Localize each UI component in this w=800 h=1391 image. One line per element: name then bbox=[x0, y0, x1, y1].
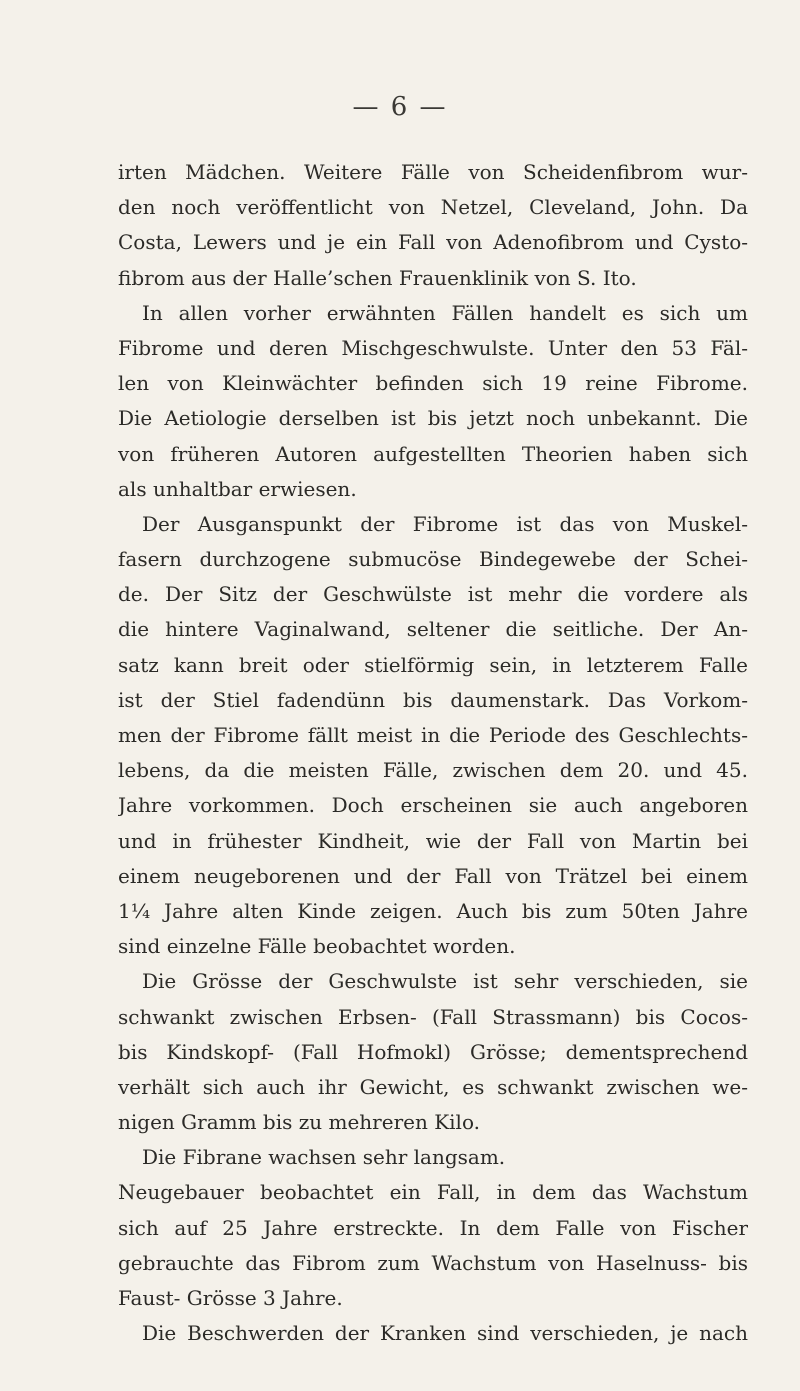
text-line: fasern durchzogene submucöse Bindegewebe der Schei- bbox=[118, 547, 748, 572]
text-line: Jahre vorkommen. Doch erscheinen sie auch angeboren bbox=[118, 793, 748, 818]
text-line: In allen vorher erwähnten Fällen handelt es sich um bbox=[142, 300, 748, 325]
text-line: Die Grösse der Geschwulste ist sehr verschieden, sie bbox=[142, 969, 748, 994]
text-line: 1¼ Jahre alten Kinde zeigen. Auch bis zum 50ten Jahre bbox=[118, 898, 748, 923]
text-line: len von Kleinwächter befinden sich 19 reine Fibrome. bbox=[118, 371, 748, 396]
page-number: — 6 — bbox=[352, 92, 448, 122]
text-line: als unhaltbar erwiesen. bbox=[118, 476, 357, 501]
text-line: den noch veröffentlicht von Netzel, Cleveland, John. Da bbox=[118, 195, 748, 220]
text-line: und in frühester Kindheit, wie der Fall von Martin bei bbox=[118, 828, 748, 853]
text-line: gebrauchte das Fibrom zum Wachstum von Haselnuss- bis bbox=[118, 1250, 748, 1275]
text-line: men der Fibrome fällt meist in die Periode des Geschlechts- bbox=[118, 723, 748, 747]
text-line: sich auf 25 Jahre erstreckte. In dem Falle von Fischer bbox=[118, 1215, 748, 1240]
text-line: Neugebauer beobachtet ein Fall, in dem das Wachstum bbox=[118, 1180, 748, 1205]
text-line: Die Fibrane wachsen sehr langsam. bbox=[142, 1145, 506, 1170]
body-text bbox=[118, 155, 748, 1351]
text-line: sind einzelne Fälle beobachtet worden. bbox=[118, 934, 516, 959]
text-line: de. Der Sitz der Geschwülste ist mehr die vordere als bbox=[118, 582, 748, 607]
text-line: schwankt zwischen Erbsen- (Fall Strassmann) bis Cocos- bbox=[118, 1004, 748, 1029]
text-line: Costa, Lewers und je ein Fall von Adenofibrom und Cysto- bbox=[118, 230, 748, 255]
text-line: verhält sich auch ihr Gewicht, es schwankt zwischen we- bbox=[118, 1074, 748, 1099]
text-line: irten Mädchen. Weitere Fälle von Scheidenfibrom wur- bbox=[118, 160, 748, 184]
text-line: Faust- Grösse 3 Jahre. bbox=[118, 1286, 343, 1310]
text-line: Der Ausganspunkt der Fibrome ist das von Muskel- bbox=[142, 511, 748, 536]
text-line: von früheren Autoren aufgestellten Theorien haben sich bbox=[118, 441, 748, 466]
text-line: einem neugeborenen und der Fall von Trätzel bei einem bbox=[118, 863, 748, 888]
text-line: Fibrome und deren Mischgeschwulste. Unter den 53 Fäl- bbox=[118, 335, 748, 360]
text-line: Die Aetiologie derselben ist bis jetzt noch unbekannt. Die bbox=[118, 406, 748, 431]
text-line: fibrom aus der Halle’schen Frauenklinik von S. Ito. bbox=[118, 265, 637, 290]
text-line: lebens, da die meisten Fälle, zwischen dem 20. und 45. bbox=[118, 758, 748, 783]
text-line: satz kann breit oder stielförmig sein, in letzterem Falle bbox=[118, 652, 748, 677]
text-line: nigen Gramm bis zu mehreren Kilo. bbox=[118, 1110, 480, 1135]
text-line: ist der Stiel fadendünn bis daumenstark. Das Vorkom- bbox=[118, 687, 748, 712]
text-line: bis Kindskopf- (Fall Hofmokl) Grösse; dementsprechend bbox=[118, 1039, 748, 1064]
text-line: die hintere Vaginalwand, seltener die seitliche. Der An- bbox=[118, 617, 748, 642]
text-line: Die Beschwerden der Kranken sind verschieden, je nach bbox=[142, 1321, 748, 1346]
